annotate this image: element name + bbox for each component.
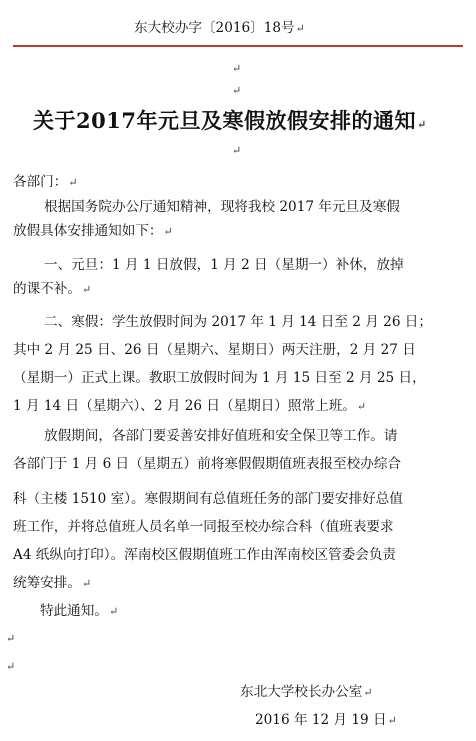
body-line-14-text: 统筹安排。 [13, 575, 81, 591]
document-number-text: 东大校办字〔2016〕18号 [134, 20, 295, 36]
document-title-text: 关于2017年元旦及寒假放假安排的通知 [33, 108, 416, 133]
body-line-4 [13, 280, 91, 299]
paragraph-mark: ↵ [232, 62, 242, 75]
body-line-9: 放假期间，各部门要妥善安排好值班和安全保卫等工作。请 [44, 428, 398, 444]
body-line-11: 科（主楼 1510 室）。寒假期间有总值班任务的部门要安排好总值 [13, 491, 403, 507]
body-line-6: 其中 2 月 25 日、26 日（星期六、星期日）两天注册，2 月 27 日 [13, 342, 416, 358]
signature-org [240, 683, 373, 702]
body-line-3: 一、元旦：1 月 1 日放假，1 月 2 日（星期一）补休，放掉 [44, 257, 404, 273]
signature-org-text: 东北大学校长办公室 [240, 684, 363, 700]
body-line-14 [13, 574, 91, 593]
signature-date-text: 2016 年 12 月 19 日 [255, 712, 387, 728]
document-number [134, 16, 305, 36]
paragraph-mark: ↵ [81, 283, 92, 296]
paragraph-mark: ↵ [6, 660, 16, 673]
paragraph-mark: ↵ [163, 225, 173, 238]
body-line-7: （星期一）正式上课。教职工放假时间为 1 月 15 日至 2 月 25 日， [13, 370, 426, 386]
body-line-10: 各部门于 1 月 6 日（星期五）前将寒假假期值班表报至校办综合 [13, 456, 402, 472]
paragraph-mark: ↵ [356, 400, 367, 413]
body-line-13: A4 纸纵向打印）。浑南校区假期值班工作由浑南校区管委会负责 [13, 547, 397, 563]
paragraph-mark: ↵ [68, 176, 78, 189]
paragraph-mark: ↵ [387, 714, 397, 727]
paragraph-mark: ↵ [232, 84, 242, 97]
body-line-12: 班工作，并将总值班人员名单一同报至校办综合科（值班表要求 [13, 519, 394, 535]
closing-line [40, 602, 118, 621]
paragraph-mark: ↵ [81, 577, 92, 590]
body-line-4-text: 的课不补。 [13, 281, 81, 297]
paragraph-mark: ↵ [416, 118, 427, 131]
salutation [13, 173, 78, 192]
paragraph-mark: ↵ [108, 605, 119, 618]
document-title [33, 108, 427, 138]
paragraph-mark: ↵ [6, 632, 16, 645]
paragraph-mark: ↵ [363, 686, 373, 699]
body-line-5: 二、寒假：学生放假时间为 2017 年 1 月 14 日至 2 月 26 日； [44, 314, 432, 330]
header-rule [13, 45, 463, 47]
body-line-1: 根据国务院办公厅通知精神，现将我校 2017 年元旦及寒假 [44, 199, 400, 215]
closing-line-text: 特此通知。 [40, 603, 108, 619]
body-line-2-text: 放假具体安排通知如下： [13, 223, 163, 239]
body-line-2 [13, 222, 173, 241]
paragraph-mark: ↵ [232, 144, 242, 157]
signature-date [255, 711, 397, 730]
salutation-text: 各部门： [13, 174, 68, 190]
body-line-8 [13, 397, 366, 416]
body-line-8-text: 1 月 14 日（星期六）、2 月 26 日（星期日）照常上班。 [13, 398, 356, 414]
paragraph-mark: ↵ [295, 22, 305, 35]
